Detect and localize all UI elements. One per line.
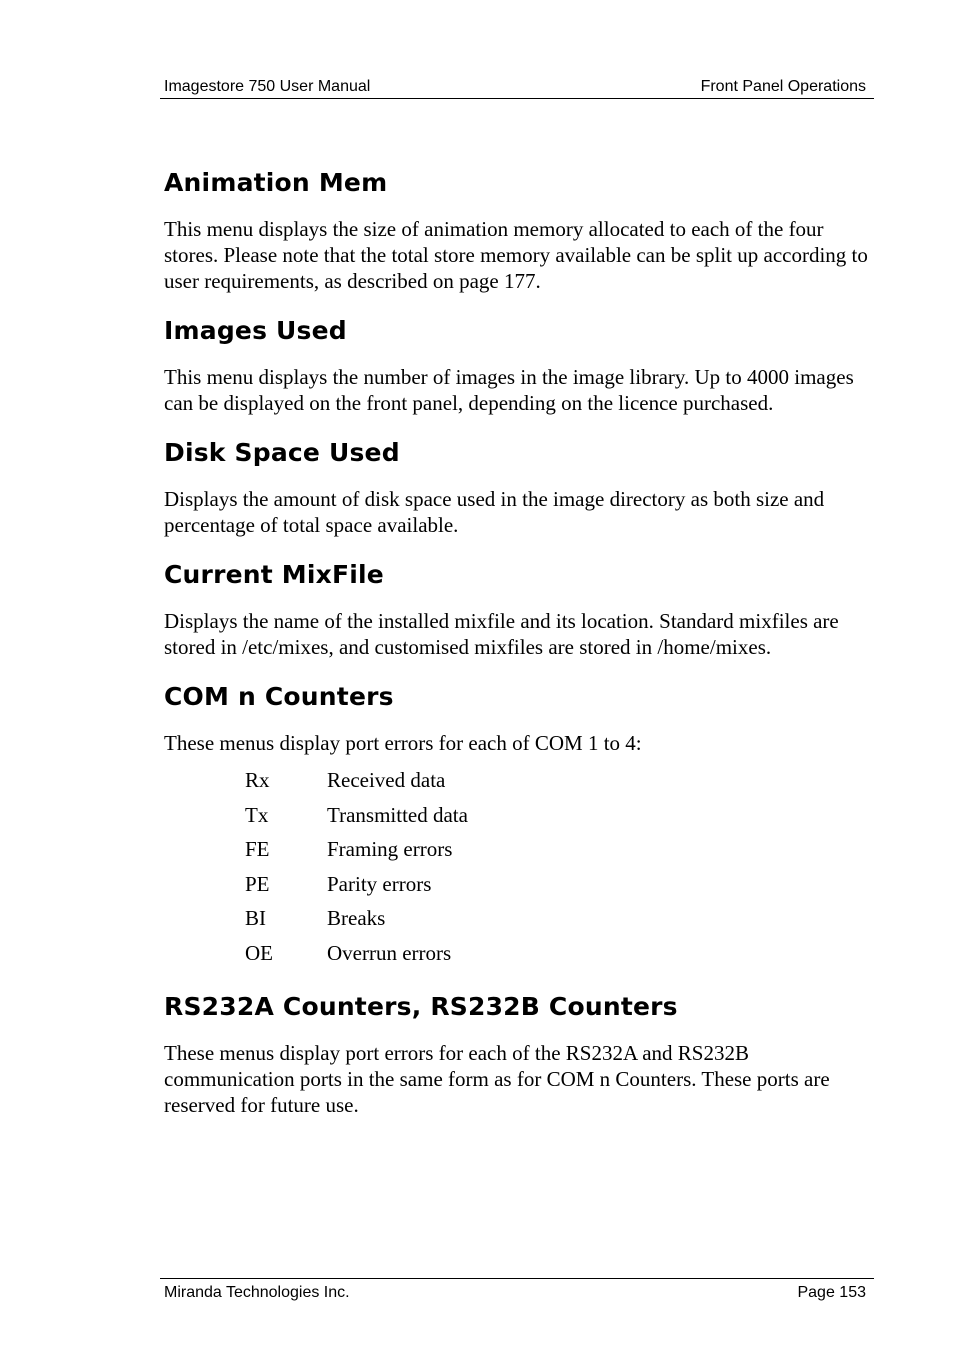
section-body: Displays the name of the installed mixfile and its location. Standard mixfiles are stored in /etc/mixes, and customised mixfiles are stored in /home/mixes.	[164, 609, 839, 659]
section-rs232-counters	[164, 990, 868, 1118]
list-item	[164, 832, 868, 867]
code-description: Breaks	[327, 906, 386, 930]
section-body: This menu displays the size of animation memory allocated to each of the four stores. Please note that the total store memory available can be split up according to user requirements, as described on page 177.	[164, 217, 868, 293]
list-item	[164, 763, 868, 798]
page-content	[164, 166, 868, 1138]
code-abbreviation: Tx	[245, 802, 269, 827]
code-description: Received data	[327, 768, 446, 792]
list-item	[164, 936, 868, 971]
section-animation-mem	[164, 166, 868, 294]
section-heading: Disk Space Used	[164, 438, 400, 467]
code-abbreviation: PE	[245, 871, 270, 896]
section-heading: Current MixFile	[164, 560, 384, 589]
section-com-n-counters	[164, 680, 868, 970]
code-description: Framing errors	[327, 837, 453, 861]
code-abbreviation: BI	[245, 906, 266, 930]
section-body: These menus display port errors for each of the RS232A and RS232B communication ports in the same form as for COM n Counters. These ports are reserved for future use.	[164, 1041, 830, 1117]
list-item	[164, 867, 868, 902]
list-item	[164, 901, 868, 936]
code-abbreviation: OE	[245, 940, 273, 965]
code-description: Transmitted data	[327, 802, 468, 827]
section-heading: COM n Counters	[164, 682, 394, 711]
section-heading: RS232A Counters, RS232B Counters	[164, 992, 678, 1021]
code-abbreviation: FE	[245, 837, 270, 861]
footer-company: Miranda Technologies Inc.	[164, 1284, 350, 1301]
section-heading: Images Used	[164, 316, 347, 345]
section-disk-space-used	[164, 436, 868, 538]
page-number: Page 153	[797, 1284, 866, 1301]
section-heading: Animation Mem	[164, 168, 388, 197]
list-item	[164, 798, 868, 833]
code-abbreviation: Rx	[245, 768, 270, 792]
section-body: These menus display port errors for each of COM 1 to 4:	[164, 731, 642, 755]
section-body: Displays the amount of disk space used in the image directory as both size and percentage of total space available.	[164, 487, 825, 537]
error-code-list	[164, 763, 868, 970]
header-manual-title: Imagestore 750 User Manual	[164, 78, 371, 95]
code-description: Parity errors	[327, 871, 432, 896]
page-header	[160, 76, 874, 99]
header-chapter-title: Front Panel Operations	[700, 78, 866, 95]
page-footer	[160, 1278, 874, 1305]
section-body: This menu displays the number of images in the image library. Up to 4000 images can be displayed on the front panel, depending on the licence purchased.	[164, 365, 854, 415]
code-description: Overrun errors	[327, 940, 452, 965]
section-current-mixfile	[164, 558, 868, 660]
section-images-used	[164, 314, 868, 416]
